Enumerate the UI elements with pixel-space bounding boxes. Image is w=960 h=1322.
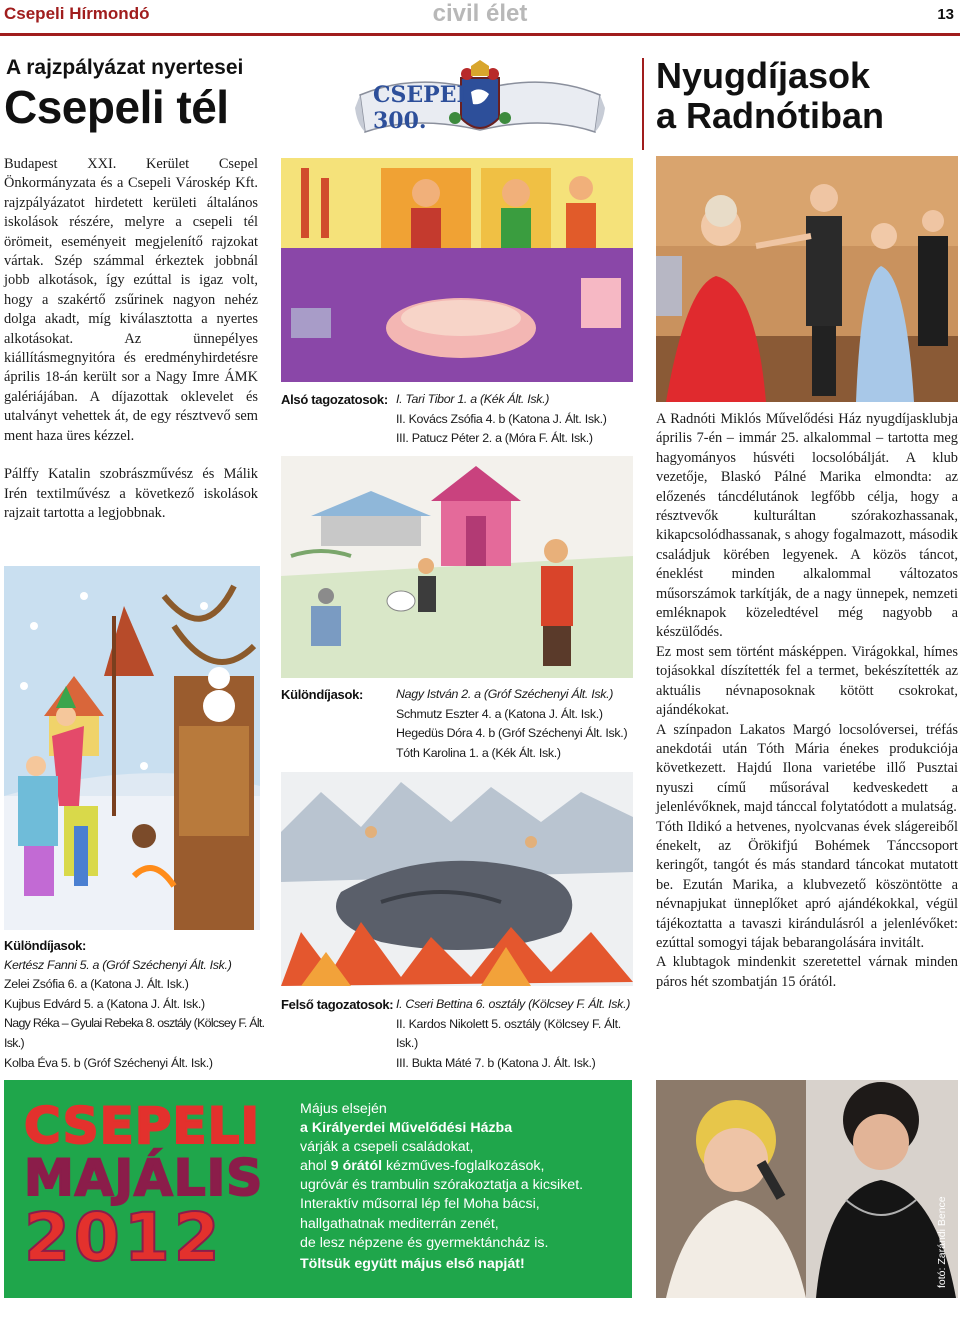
majalis-line: de lesz népzene és gyermektáncház is. [300, 1234, 549, 1251]
award-line: II. Kardos Nikolett 5. osztály (Kölcsey F. Ált. Isk.) [396, 1016, 621, 1051]
right-headline-line1: Nyugdíjasok [656, 55, 871, 96]
left-special-awards [4, 936, 274, 1073]
logo-text: CSEPEL 300. [373, 82, 472, 134]
majalis-line [300, 1255, 628, 1274]
right-article-body: A Radnóti Miklós Művelődési Ház nyugdíjasklubja április 7-én – immár 25. alkalommal – tartotta meg hagyományos húsvéti locsolóbálját. A klub vezetője, Blaskó Pálné Marika elmondta: az előzenés táncdélutánok legfőbb célja, hogy a résztvevők kulturáltan szórakozhassanak, kikapcsolódhassanak, s ahogy fogalmazott, második családjuk körében legyenek. A közös táncot, éneklést minden alkalommal változatos műsorszámok tarkítják, de a nagy ünnepek, nemzeti emléknapok közeledtével még nagyobb a készülődés. Ez most sem történt másképpen. Virágokkal, hímes tojásokkal díszítették fel a termet, bekészítették az aktuális névnaposoknak kötött csokrokat, ajándékokat. A színpadon Lakatos Margó locsolóversei, tréfás anekdotái után Tóth Mária énekes produkciója következett. Hajdú Ilona varietébe illő Pusztai nyuszi című műsorával kedveskedett a jelenlévőknek, majd tánccal folytatódott a mulatság. Tóth Ildikó a hetvenes, nyolcvanas évek slágereiből énekelt, az Örökifjú Bohémek Tánccsoport keringőt, tangót és más standard táncokat mutatott be. Ezután Marika, a klubvezető köszöntötte a névnapjukat ünneplőket apró ajándékokkal, végül tájékoztatta a tavaszi kirándulásról a jelenlévőket: ezúttal somogyi tájak bebarangolására invitált. A klubtagok mindenkit szeretettel várnak minden páros hét szombatján 15 órától. [656, 411, 958, 990]
majalis-line [300, 1119, 628, 1138]
winter-drawing-left [4, 566, 260, 930]
mid-special-label: Különdíjasok: [281, 687, 364, 702]
award-line: Kolba Éva 5. b (Gróf Széchenyi Ált. Isk.) [4, 1055, 213, 1070]
majalis-line: hallgathatnak mediterrán zenét, [300, 1215, 499, 1232]
article-headline: Csepeli tél [4, 81, 229, 133]
award-line: Nagy Réka – Gyulai Rebeka 8. osztály (Kölcsey F. Ált. Isk.) [4, 1016, 265, 1050]
left-paragraph-1: Budapest XXI. Kerület Csepel Önkormányzata és a Csepeli Városkép Kft. rajzpályázatot hirdetett kerületi általános iskolások részére, melyre a csepeli tél örömeit, eseményeit megjelenítő rajzokat vártak. Szép számmal érkeztek jobbnál jobb alkotások, így ezúttal is igaz volt, hogy a szakértő zsűrinek nagyon nehéz dolga akadt, míg kiválasztotta a nyertes alkotásokat. Az ünnepélyes kiállításmegnyitóra és eredményhirdetésre április 18-án került sor a Nagy Imre ÁMK galériájában. A díjazottak oklevelet és utalványt vehettek át, de egy résztvevő sem ment haza üres kézzel. [4, 156, 258, 444]
award-line: III. Bukta Máté 7. b (Katona J. Ált. Isk.) [396, 1055, 596, 1070]
majalis-text [300, 1100, 628, 1274]
dragon-drawing [281, 772, 633, 986]
majalis-line [300, 1157, 628, 1176]
lower-grades-label: Alsó tagozatosok: [281, 392, 388, 407]
column-divider [642, 58, 644, 150]
award-line: Nagy István 2. a (Gróf Széchenyi Ált. Isk.) [396, 687, 614, 701]
award-line: Kujbus Edvárd 5. a (Katona J. Ált. Isk.) [4, 996, 205, 1011]
award-line: I. Cseri Bettina 6. osztály (Kölcsey F. Ált. Isk.) [396, 997, 631, 1011]
award-line: I. Tari Tibor 1. a (Kék Ált. Isk.) [396, 392, 550, 406]
dancing-photo [656, 156, 958, 402]
article-kicker: A rajzpályázat nyertesei [6, 56, 244, 79]
csepel-300-logo [355, 60, 605, 145]
majalis-line: várják a csepeli családokat, [300, 1139, 474, 1156]
award-line: Kertész Fanni 5. a (Gróf Széchenyi Ált. Isk.) [4, 957, 232, 972]
kitchen-drawing [281, 158, 633, 382]
award-line: II. Kovács Zsófia 4. b (Katona J. Ált. Isk.) [396, 411, 607, 426]
award-line: Hegedüs Dóra 4. b (Gróf Széchenyi Ált. Isk.) [396, 726, 628, 741]
majalis-logo-line1: CSEPELI [24, 1097, 261, 1155]
publication-name: Csepeli Hírmondó [4, 4, 150, 23]
majalis-logo-line2: MAJÁLIS [24, 1149, 264, 1207]
left-special-label: Különdíjasok: [4, 938, 87, 953]
left-paragraph-2: Pálffy Katalin szobrászművész és Málik Irén textilművész a következő iskolások rajzait tartotta a legjobbnak. [4, 466, 258, 521]
header-rule [0, 33, 960, 36]
singers-photo [656, 1080, 958, 1298]
lower-grades-list [396, 390, 636, 449]
majalis-text-fragment: ahol [300, 1158, 331, 1175]
award-line: III. Patucz Péter 2. a (Móra F. Ált. Isk.) [396, 431, 593, 446]
award-line: Schmutz Eszter 4. a (Katona J. Ált. Isk.) [396, 706, 603, 721]
village-drawing [281, 456, 633, 678]
section-title: civil élet [432, 0, 528, 27]
upper-grades-list [396, 995, 636, 1073]
right-headline-line2: a Radnótiban [656, 95, 885, 136]
right-article-headline [656, 56, 956, 136]
page-number: 13 [937, 6, 954, 23]
majalis-line: ugróvár és trambulin szórakoztatja a kicsiket. [300, 1177, 584, 1194]
majalis-slogan: Töltsük együtt május első napját! [300, 1255, 525, 1272]
majalis-logo [24, 1097, 290, 1280]
award-line: Zelei Zsófia 6. a (Katona J. Ált. Isk.) [4, 977, 189, 992]
photo-credit [932, 1196, 952, 1292]
majalis-venue: a Királyerdei Művelődési Házba [300, 1120, 513, 1137]
award-line: Tóth Karolina 1. a (Kék Ált. Isk.) [396, 745, 561, 760]
majalis-line: Május elsején [300, 1101, 387, 1117]
majalis-time: 9 órától [330, 1158, 383, 1175]
photo-credit-text: fotó: Zarándi Bence [936, 1196, 948, 1288]
majalis-text-fragment: kézműves-foglalkozások, [382, 1158, 545, 1175]
mid-special-list [396, 685, 636, 763]
left-article-body [4, 155, 258, 523]
majalis-logo-line3: 2012 [24, 1199, 224, 1276]
left-special-list [4, 956, 274, 1074]
upper-grades-label: Felső tagozatosok: [281, 997, 394, 1012]
majalis-line: Interaktív műsorral lép fel Moha bácsi, [300, 1196, 540, 1213]
